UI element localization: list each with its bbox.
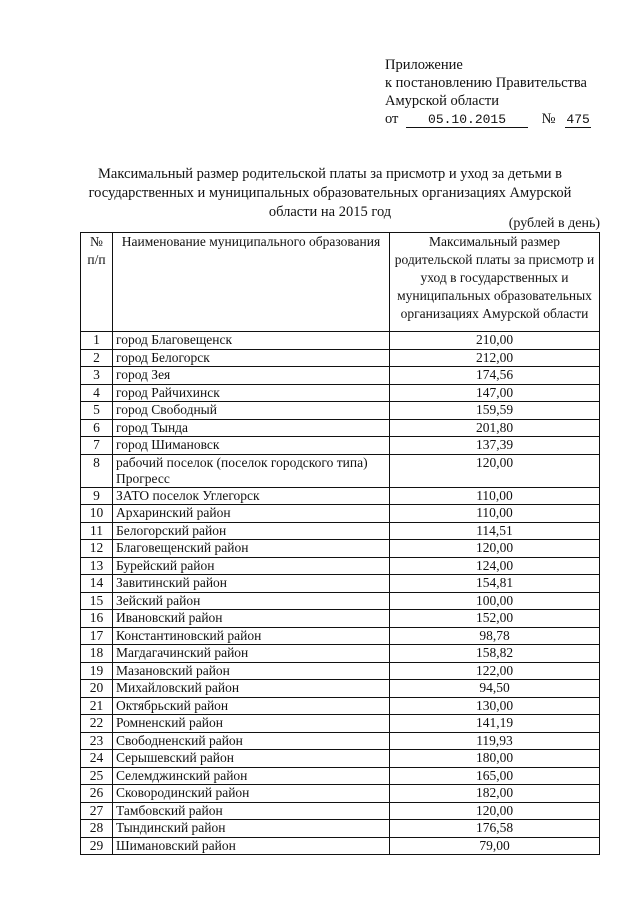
document-title: Максимальный размер родительской платы за присмотр и уход за детьми в государственных и муниципальных образовательных организациях Амурской области на 2015 год — [88, 166, 572, 220]
row-value: 122,00 — [390, 662, 600, 680]
row-number: 8 — [81, 454, 113, 487]
row-value: 120,00 — [390, 540, 600, 558]
row-name: город Белогорск — [113, 349, 390, 367]
row-name: Селемджинский район — [113, 767, 390, 785]
row-name: ЗАТО поселок Углегорск — [113, 487, 390, 505]
row-name: Архаринский район — [113, 505, 390, 523]
row-value: 124,00 — [390, 557, 600, 575]
row-value: 180,00 — [390, 750, 600, 768]
row-value: 165,00 — [390, 767, 600, 785]
row-value: 152,00 — [390, 610, 600, 628]
units-note: (рублей в день) — [508, 216, 600, 231]
row-name: город Зея — [113, 367, 390, 385]
row-value: 119,93 — [390, 732, 600, 750]
table-row — [81, 732, 600, 750]
row-name: город Шимановск — [113, 437, 390, 455]
row-name: Тындинский район — [113, 820, 390, 838]
row-name: Серышевский район — [113, 750, 390, 768]
table-row — [81, 627, 600, 645]
row-value: 98,78 — [390, 627, 600, 645]
row-name: Бурейский район — [113, 557, 390, 575]
row-value: 212,00 — [390, 349, 600, 367]
table-row — [81, 505, 600, 523]
row-number: 3 — [81, 367, 113, 385]
row-value: 100,00 — [390, 592, 600, 610]
table-row — [81, 592, 600, 610]
row-value: 110,00 — [390, 505, 600, 523]
table-row — [81, 437, 600, 455]
table-row — [81, 820, 600, 838]
row-number: 11 — [81, 522, 113, 540]
annex-block — [385, 56, 591, 128]
row-name: Сковородинский район — [113, 785, 390, 803]
table-row — [81, 332, 600, 350]
row-name: город Свободный — [113, 402, 390, 420]
table-row — [81, 349, 600, 367]
row-number: 9 — [81, 487, 113, 505]
row-value: 120,00 — [390, 454, 600, 487]
row-name: Мазановский район — [113, 662, 390, 680]
header-name: Наименование муниципального образования — [113, 233, 390, 332]
annex-date-line — [385, 110, 591, 128]
row-name: Белогорский район — [113, 522, 390, 540]
table-row — [81, 384, 600, 402]
row-value: 182,00 — [390, 785, 600, 803]
row-number: 13 — [81, 557, 113, 575]
row-number: 24 — [81, 750, 113, 768]
table-row — [81, 367, 600, 385]
resolution-date: 05.10.2015 — [406, 112, 528, 128]
table-header-row — [81, 233, 600, 332]
row-value: 201,80 — [390, 419, 600, 437]
table-row — [81, 610, 600, 628]
row-value: 137,39 — [390, 437, 600, 455]
row-number: 29 — [81, 837, 113, 855]
table-row — [81, 697, 600, 715]
row-number: 20 — [81, 680, 113, 698]
number-label: № — [541, 111, 556, 127]
row-number: 15 — [81, 592, 113, 610]
table-row — [81, 419, 600, 437]
row-value: 79,00 — [390, 837, 600, 855]
row-number: 27 — [81, 802, 113, 820]
row-number: 25 — [81, 767, 113, 785]
table-row — [81, 662, 600, 680]
row-name: город Тында — [113, 419, 390, 437]
row-name: город Райчихинск — [113, 384, 390, 402]
row-value: 159,59 — [390, 402, 600, 420]
table-row — [81, 837, 600, 855]
row-name: Ивановский район — [113, 610, 390, 628]
row-name: Свободненский район — [113, 732, 390, 750]
row-value: 154,81 — [390, 575, 600, 593]
row-number: 7 — [81, 437, 113, 455]
row-value: 141,19 — [390, 715, 600, 733]
row-value: 130,00 — [390, 697, 600, 715]
row-value: 210,00 — [390, 332, 600, 350]
row-number: 23 — [81, 732, 113, 750]
table-row — [81, 680, 600, 698]
row-number: 2 — [81, 349, 113, 367]
table-row — [81, 750, 600, 768]
row-number: 17 — [81, 627, 113, 645]
row-value: 174,56 — [390, 367, 600, 385]
row-number: 6 — [81, 419, 113, 437]
row-name: город Благовещенск — [113, 332, 390, 350]
row-value: 114,51 — [390, 522, 600, 540]
row-number: 4 — [81, 384, 113, 402]
row-number: 16 — [81, 610, 113, 628]
annex-line-3: Амурской области — [385, 93, 499, 109]
table-row — [81, 540, 600, 558]
row-value: 158,82 — [390, 645, 600, 663]
row-number: 22 — [81, 715, 113, 733]
row-name: Благовещенский район — [113, 540, 390, 558]
row-name: Магдагачинский район — [113, 645, 390, 663]
row-name: Зейский район — [113, 592, 390, 610]
row-number: 26 — [81, 785, 113, 803]
row-name: Октябрьский район — [113, 697, 390, 715]
table-row — [81, 767, 600, 785]
table-row — [81, 715, 600, 733]
header-value: Максимальный размер родительской платы за присмотр и уход в государственных и муниципальных образовательных организациях Амурской области — [390, 233, 600, 332]
row-value: 120,00 — [390, 802, 600, 820]
row-name: Ромненский район — [113, 715, 390, 733]
annex-line-2: к постановлению Правительства — [385, 75, 587, 91]
annex-line-1: Приложение — [385, 57, 463, 73]
row-value: 110,00 — [390, 487, 600, 505]
row-number: 21 — [81, 697, 113, 715]
table-row — [81, 454, 600, 487]
row-name: Михайловский район — [113, 680, 390, 698]
table-row — [81, 557, 600, 575]
resolution-number: 475 — [566, 112, 590, 127]
row-value: 94,50 — [390, 680, 600, 698]
table-row — [81, 487, 600, 505]
row-name: Тамбовский район — [113, 802, 390, 820]
table-row — [81, 522, 600, 540]
row-number: 5 — [81, 402, 113, 420]
table-row — [81, 785, 600, 803]
row-number: 14 — [81, 575, 113, 593]
row-number: 12 — [81, 540, 113, 558]
table-row — [81, 802, 600, 820]
row-name: Шимановский район — [113, 837, 390, 855]
row-number: 10 — [81, 505, 113, 523]
from-label: от — [385, 111, 399, 127]
row-number: 1 — [81, 332, 113, 350]
row-number: 19 — [81, 662, 113, 680]
row-number: 28 — [81, 820, 113, 838]
fees-table — [80, 232, 600, 855]
table-row — [81, 402, 600, 420]
row-number: 18 — [81, 645, 113, 663]
row-name: Завитинский район — [113, 575, 390, 593]
row-value: 176,58 — [390, 820, 600, 838]
table-row — [81, 645, 600, 663]
row-name: Константиновский район — [113, 627, 390, 645]
header-num: № п/п — [81, 233, 113, 332]
table-row — [81, 575, 600, 593]
row-name: рабочий поселок (поселок городского типа) Прогресс — [113, 454, 390, 487]
row-value: 147,00 — [390, 384, 600, 402]
